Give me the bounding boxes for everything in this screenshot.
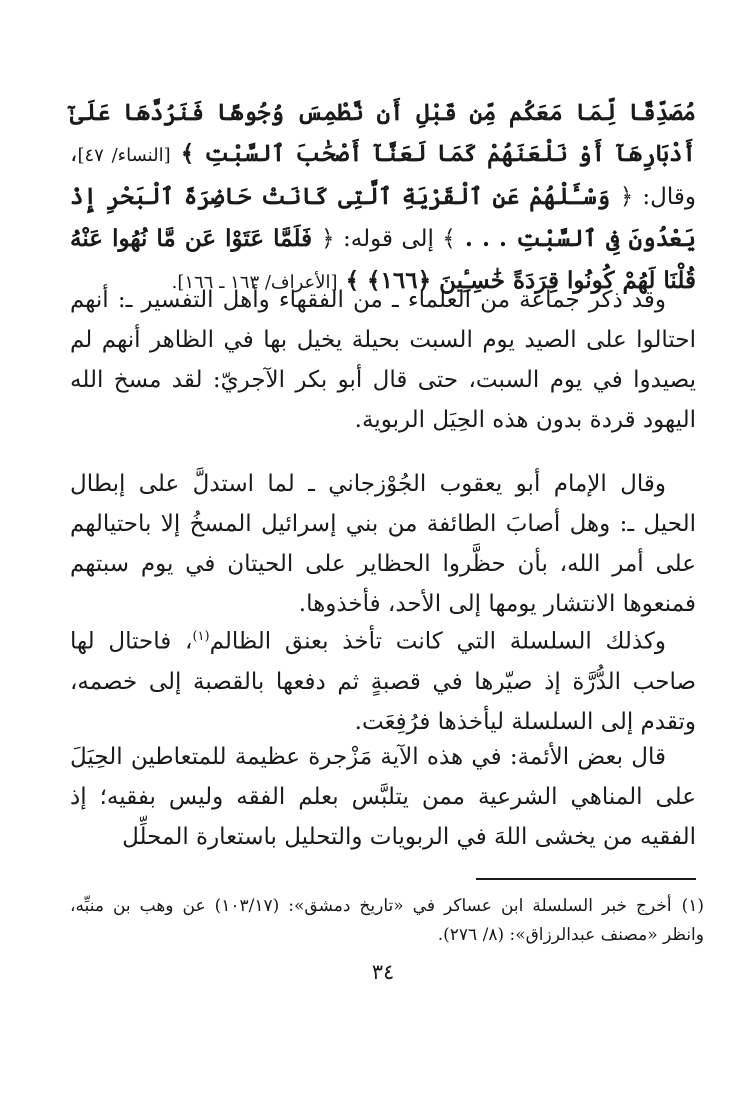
quran-verse-nisa: مُصَدِّقًا لِّمَا مَعَكُم مِّن قَبْلِ أَن نَّطْمِسَ وُجُوهًا فَنَرُدَّهَا عَلَىٰٓ أَدْبَارِهَآ أَوْ نَلْعَنَهُمْ كَمَا لَعَنَّآ أَصْحَٰبَ ٱلسَّبْتِ ﴾ (70, 99, 697, 167)
silsila-text-start: وكذلك السلسلة التي كانت تأخذ بعنق الظالم (209, 628, 666, 655)
page-number: ٣٤ (371, 960, 395, 984)
quran-verse-araf-end: فَلَمَّا عَتَوْا عَن مَّا نُهُوا عَنْهُ قُلْنَا لَهُمْ كُونُوا قِرَدَةً خَٰسِـِٔينَ ﴿١٦٦﴾ ﴾ (70, 225, 696, 294)
connector-text: ، وقال: ﴿ (70, 141, 696, 210)
paragraph-hiyal: وقد ذكر جماعة من العلماء ـ من الفقهاء وأهل التفسير ـ: أنهم احتالوا على الصيد يوم السبت بحيلة يخيل بها في الظاهر أنهم لم يصيدوا في يوم السبت، حتى قال أبو بكر الآجريّ: لقد مسخ الله اليهود قردة بدون هذه الحِيَل الربوية. (70, 287, 696, 433)
footnote-separator (476, 878, 696, 880)
paragraph-aimma: قال بعض الأئمة: في هذه الآية مَزْجرة عظيمة للمتعاطين الحِيَلَ على المناهي الشرعية ممن يتلبَّس بعلم الفقه وليس بفقيه؛ إذ الفقيه من يخشى اللهَ في الربويات والتحليل باستعارة المحلِّل (70, 744, 696, 850)
footnote-number: (١) (681, 896, 704, 916)
book-page (70, 92, 704, 1102)
quran-verse-araf-start: وَسْـَٔلْهُمْ عَنِ ٱلْقَرْيَةِ ٱلَّتِى كَانَتْ حَاضِرَةَ ٱلْبَحْرِ إِذْ يَعْدُونَ فِى ٱلسَّبْتِ . . . (70, 183, 697, 252)
paragraph-jawzajani: وقال الإمام أبو يعقوب الجُوْزجاني ـ لما استدلَّ على إبطال الحيل ـ: وهل أصابَ الطائفة من بني إسرائيل المسخُ إلا باحتيالهم على أمر الله، بأن حظَّروا الحظاير على الحيتان في يوم سبتهم فمنعوها الانتشار يومها إلى الأحد، فأخذوها. (70, 471, 696, 617)
silsila-text-end: ، فاحتال لها صاحب الدُّرَّة إذ صيّرها في قصبةٍ ثم دفعها بالقصبة إلى خصمه، وتقدم إلى السلسلة ليأخذها فرُفِعَت. (70, 628, 696, 735)
footnote-marker[interactable]: (١) (192, 629, 210, 644)
quran-passage (70, 92, 696, 303)
paragraph-silsila (70, 617, 696, 742)
verse-reference-nisa: [النساء/ ٤٧] (77, 145, 171, 166)
connector-text-2: ﴾ إلى قوله: ﴿ (321, 226, 456, 252)
footnote-text: أخرج خبر السلسلة ابن عساكر في «تاريخ دمشق»: (١٠٣/١٧) عن وهب بن منبِّه، وانظر «مصنف عبدالرزاق»: (٨/ ٢٧٦). (70, 896, 704, 945)
footnote (70, 892, 704, 950)
verse-reference-araf: [الأعراف/ ١٦٣ ـ ١٦٦]. (171, 272, 338, 293)
